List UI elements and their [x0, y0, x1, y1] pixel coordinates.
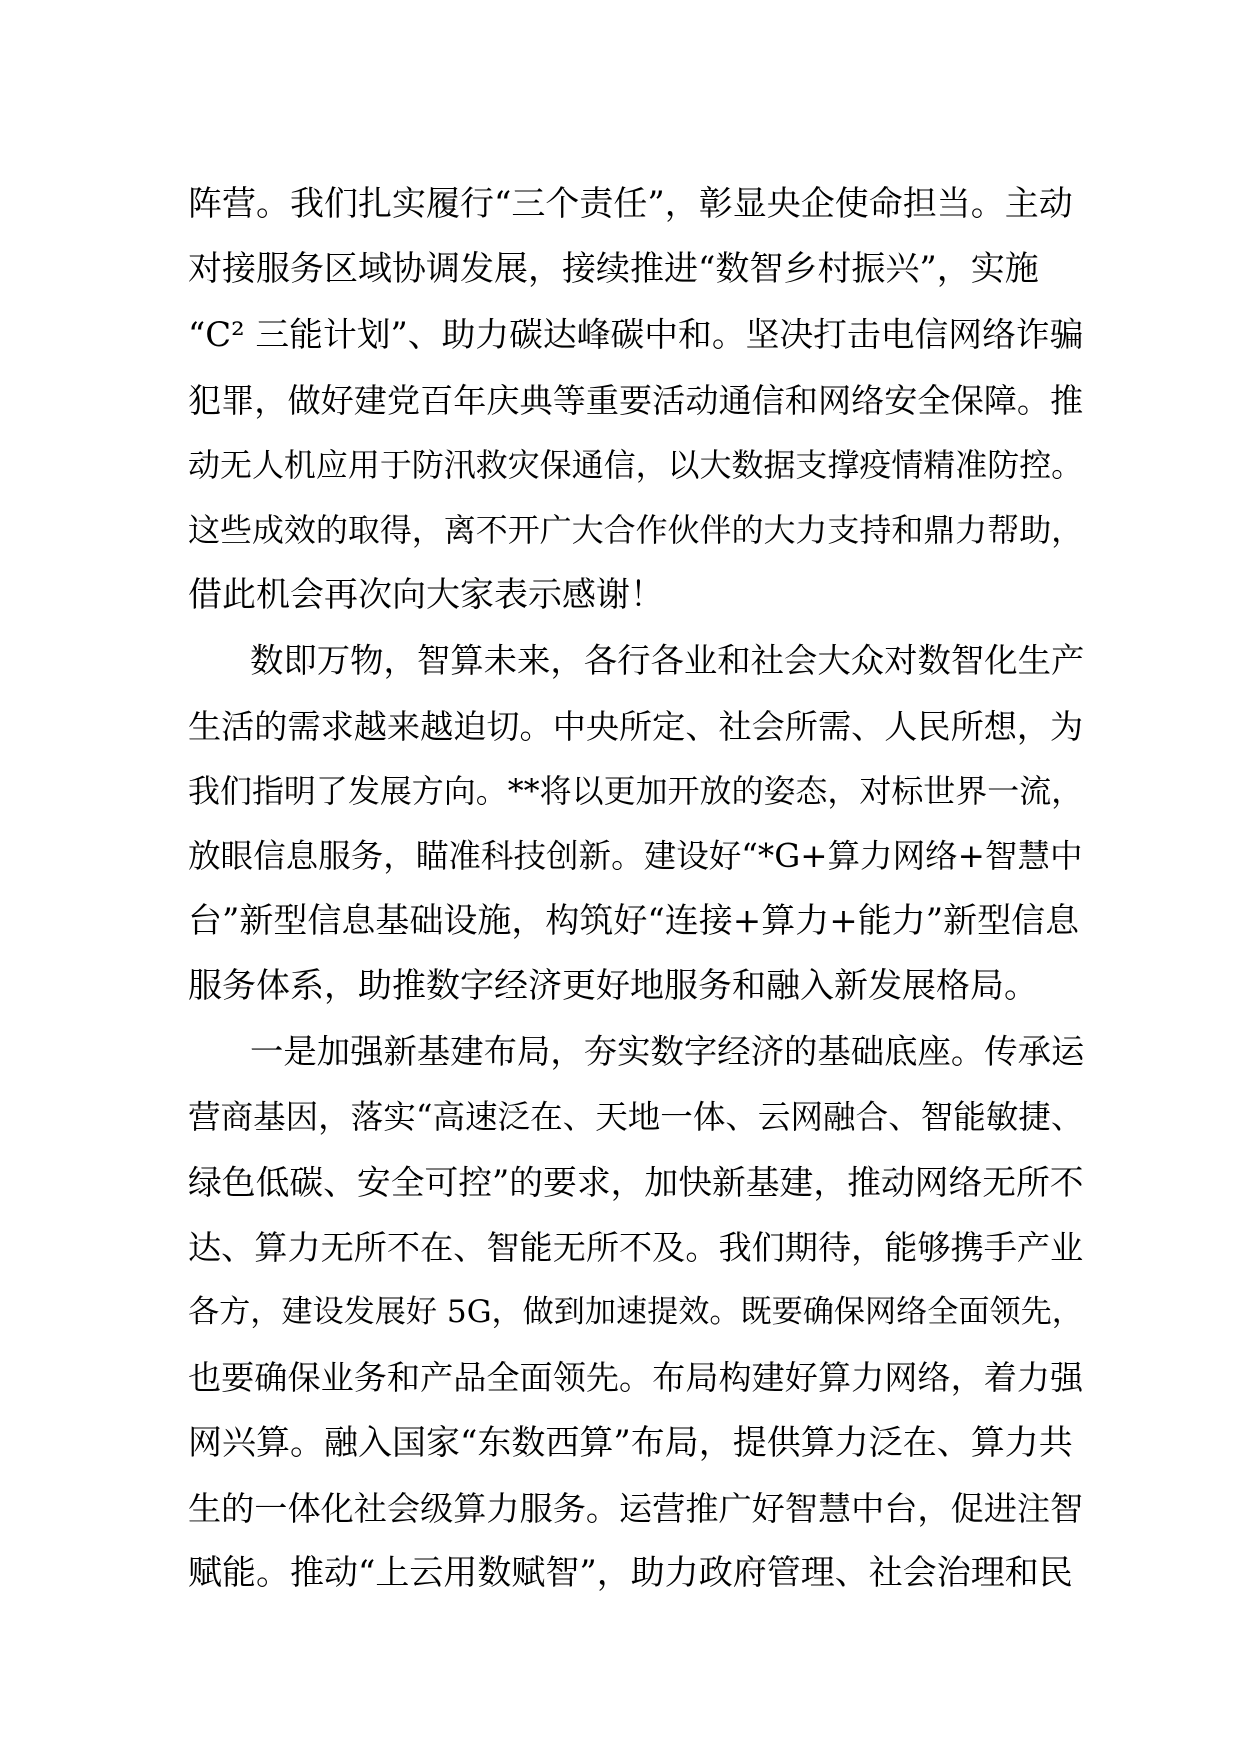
text-line: 犯罪，做好建党百年庆典等重要活动通信和网络安全保障。推 — [188, 380, 1084, 420]
text-line: 各方，建设发展好 5G，做到加速提效。既要确保网络全面领先， — [188, 1294, 1083, 1331]
text-line: 也要确保业务和产品全面领先。布局构建好算力网络，着力强 — [188, 1358, 1084, 1398]
text-line: 动无人机应用于防汛救灾保通信，以大数据支撑疫情精准防控。 — [188, 445, 1084, 484]
text-line: 这些成效的取得，离不开广大合作伙伴的大力支持和鼎力帮助， — [188, 510, 1084, 549]
text-line: 网兴算。融入国家“东数西算”布局，提供算力泛在、算力共 — [188, 1422, 1073, 1463]
text-line: 阵营。我们扎实履行“三个责任”，彰显央企使命担当。主动 — [188, 184, 1073, 224]
document-body — [188, 172, 1088, 1606]
text-line: 台”新型信息基础设施，构筑好“连接+算力+能力”新型信息 — [188, 901, 1080, 942]
text-line: 赋能。推动“上云用数赋智”，助力政府管理、社会治理和民 — [188, 1552, 1073, 1593]
paragraph — [188, 628, 1088, 1019]
text-line: 生的一体化社会级算力服务。运营推广好智慧中台，促进注智 — [188, 1488, 1084, 1528]
text-line: 营商基因，落实“高速泛在、天地一体、云网融合、智能敏捷、 — [188, 1097, 1084, 1136]
text-line: 生活的需求越来越迫切。中央所定、社会所需、人民所想，为 — [188, 706, 1084, 746]
text-line: 放眼信息服务，瞄准科技创新。建设好“*G+算力网络+智慧中 — [188, 836, 1083, 875]
text-line: 借此机会再次向大家表示感谢！ — [188, 575, 664, 616]
paragraph — [188, 1019, 1088, 1606]
text-line: “C² 三能计划”、助力碳达峰碳中和。坚决打击电信网络诈骗 — [188, 315, 1084, 355]
paragraph — [188, 172, 1088, 628]
text-line: 我们指明了发展方向。**将以更加开放的姿态，对标世界一流， — [188, 771, 1084, 810]
text-line: 对接服务区域协调发展，接续推进“数智乡村振兴”，实施 — [188, 249, 1039, 290]
text-line: 服务体系，助推数字经济更好地服务和融入新发展格局。 — [188, 966, 1038, 1007]
text-line: 达、算力无所不在、智能无所不及。我们期待，能够携手产业 — [188, 1228, 1084, 1267]
text-line: 绿色低碳、安全可控”的要求，加快新基建，推动网络无所不 — [188, 1162, 1084, 1202]
text-line: 一是加强新基建布局，夯实数字经济的基础底座。传承运 — [250, 1032, 1085, 1072]
text-line: 数即万物，智算未来，各行各业和社会大众对数智化生产 — [250, 641, 1085, 681]
